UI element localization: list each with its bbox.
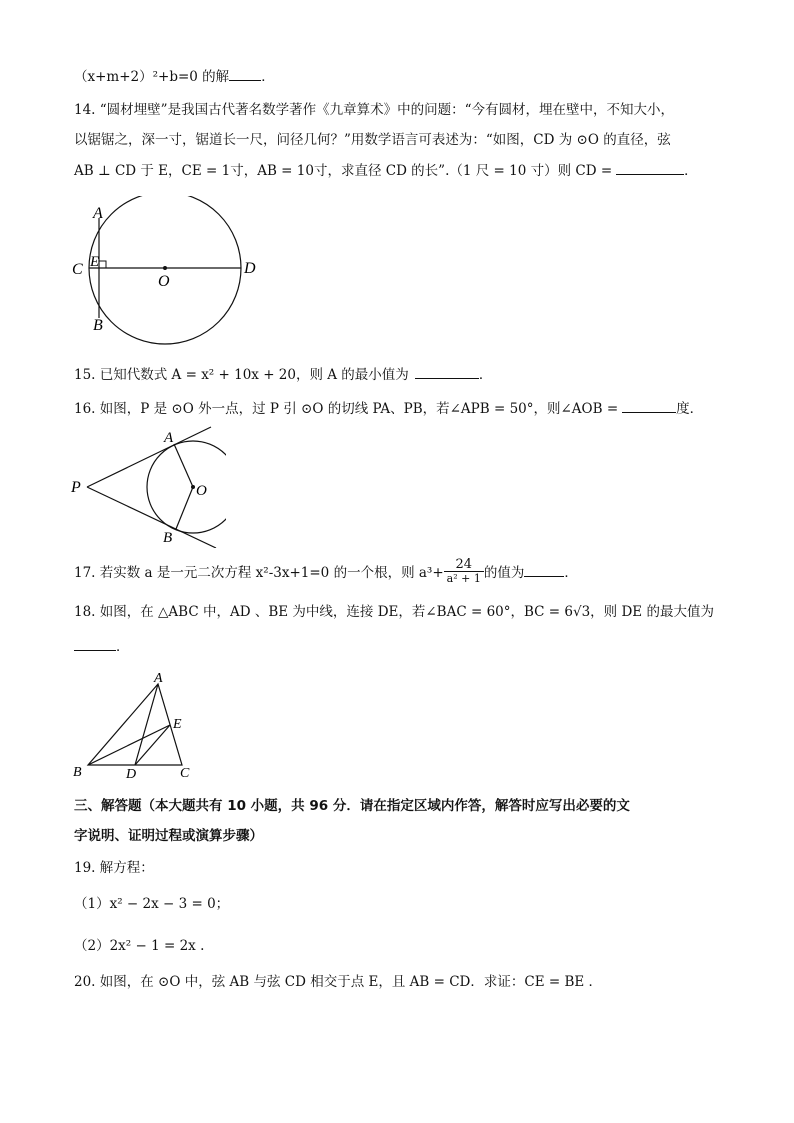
q20-line: 20. 如图，在 ⊙O 中，弦 AB 与弦 CD 相交于点 E，且 AB = CD．求证：CE = BE ． [74, 974, 603, 990]
q13-end: ． [261, 69, 275, 85]
q16-label-a: A [164, 430, 174, 446]
q13-answer-blank[interactable] [229, 66, 261, 81]
q16-circle [147, 441, 226, 533]
q14-figure [66, 196, 276, 346]
q16-answer-blank[interactable] [622, 398, 676, 413]
q19-part1: （1）x² − 2x − 3 = 0； [74, 896, 230, 912]
q19-part2: （2）2x² − 1 = 2x . [74, 938, 205, 954]
q13-line [74, 66, 734, 87]
q14-label-o: O [158, 273, 170, 290]
q16-center-dot [191, 485, 195, 489]
q18-line2 [74, 636, 734, 657]
q16-text: 16. 如图，P 是 ⊙O 外一点，过 P 引 ⊙O 的切线 PA、PB，若∠APB = 50°，则∠AOB = [74, 401, 619, 417]
q14-line1: 14. “圆材埋壁”是我国古代著名数学著作《九章算术》中的问题：“今有圆材，埋在壁中，不知大小， [74, 102, 674, 118]
q18-triangle-abc [88, 684, 182, 765]
q14-label-b: B [93, 317, 103, 334]
q16-radius-ob [176, 487, 193, 529]
q15-answer-blank[interactable] [415, 364, 479, 379]
q18-label-d: D [126, 767, 137, 782]
q18-median-ad [135, 684, 158, 765]
q14-end: ． [684, 163, 698, 179]
q17-post: 的值为 [483, 565, 525, 581]
q16-end: 度． [676, 401, 704, 417]
q18-label-c: C [180, 766, 190, 781]
q17-answer-blank[interactable] [524, 562, 564, 577]
section3-heading-line1: 三、解答题（本大题共有 10 小题，共 96 分．请在指定区域内作答，解答时应写出必要的文 [74, 798, 630, 814]
q19-title: 19. 解方程： [74, 860, 154, 876]
q18-label-b: B [73, 765, 82, 780]
q17-end: ． [564, 565, 578, 581]
q17-fraction [444, 558, 484, 585]
q14-line3 [74, 160, 734, 181]
q18-median-be [88, 725, 170, 765]
q14-center-dot [163, 266, 167, 270]
q16-label-p: P [71, 479, 81, 496]
q14-line2: 以锯锯之，深一寸，锯道长一尺，问径几何？”用数学语言可表述为：“如图，CD 为 ⊙O 的直径，弦 [74, 132, 671, 148]
q15-end: ． [478, 367, 493, 383]
q14-label-e: E [90, 254, 100, 270]
q18-figure [70, 670, 200, 782]
q18-label-e: E [173, 717, 182, 732]
q16-line [74, 398, 734, 419]
q18-answer-blank[interactable] [74, 636, 116, 651]
q14-label-a: A [93, 205, 103, 222]
q16-label-b: B [163, 530, 173, 546]
q15-text: 15. 已知代数式 A = x² + 10x + 20，则 A 的最小值为 [74, 367, 409, 383]
section3-heading-line2: 字说明、证明过程或演算步骤） [74, 828, 263, 844]
q17-pre: 17. 若实数 a 是一元二次方程 x²-3x+1=0 的一个根，则 a³+ [74, 565, 444, 581]
q13-text: （x+m+2）²+b=0 的解 [74, 69, 230, 85]
q18-line1: 18. 如图，在 △ABC 中，AD 、BE 为中线，连接 DE，若∠BAC = 60°，BC = 6√3，则 DE 的最大值为 [74, 604, 714, 620]
q14-label-c: C [72, 261, 83, 278]
q16-radius-oa [174, 444, 193, 487]
q14-line3-text: AB ⊥ CD 于 E，CE = 1寸，AB = 10寸，求直径 CD 的长”.（1 尺 = 10 寸）则 CD = [74, 163, 613, 179]
q14-right-angle-mark [99, 261, 106, 268]
q15-line [74, 364, 734, 385]
q18-label-a: A [154, 671, 163, 686]
q14-label-d: D [244, 260, 256, 277]
q18-end: ． [116, 639, 130, 655]
q16-label-o: O [196, 483, 207, 499]
q17-frac-den: a² + 1 [446, 572, 481, 585]
q17-frac-num: 24 [444, 558, 484, 572]
q17-line [74, 557, 734, 587]
q16-figure [66, 424, 226, 548]
q14-answer-blank[interactable] [616, 160, 684, 175]
q16-tangent-pa [87, 427, 211, 487]
